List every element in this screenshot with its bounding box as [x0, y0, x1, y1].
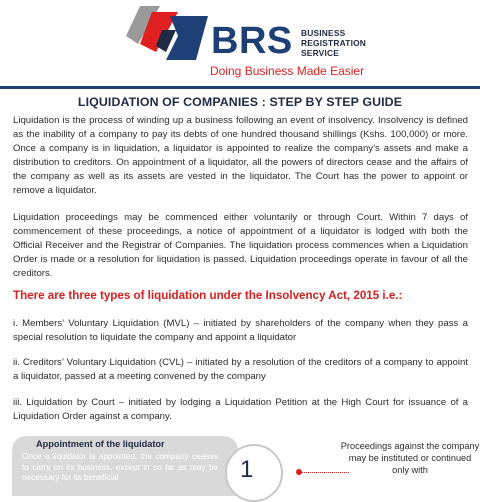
brand-sub-line: REGISTRATION: [301, 38, 367, 48]
tagline: Doing Business Made Easier: [210, 64, 365, 78]
brand-sub-line: SERVICE: [301, 48, 340, 58]
header: [0, 0, 480, 88]
step-card-title: Appointment of the liquidator: [36, 439, 165, 449]
brand-name: BRS: [211, 20, 293, 62]
type-item-cvl: ii. Creditors’ Voluntary Liquidation (CVL) – initiated by a resolution of the creditors of a company to appoint a liquidator, passed at a meeting convened by the company: [13, 357, 468, 383]
types-heading: There are three types of liquidation under the Insolvency Act, 2015 i.e.:: [13, 289, 403, 302]
brand-sub-line: BUSINESS: [301, 28, 346, 38]
brand-subtitle: [301, 28, 366, 58]
type-item-mvl: i. Members’ Voluntary Liquidation (MVL) – initiated by shareholders of the company when they pass a special resolution to liquidate the company and appoint a liquidator: [13, 318, 468, 344]
step-number: 1: [240, 456, 254, 483]
type-item-court: iii. Liquidation by Court – initiated by lodging a Liquidation Petition at the High Court for issuance of a Liquidation Order against a company.: [13, 397, 468, 423]
connector-dot-icon: [296, 469, 302, 475]
step-side-note: Proceedings against the company may be instituted or continued only with: [340, 441, 480, 475]
proceedings-paragraph: Liquidation proceedings may be commenced either voluntarily or through Court. Within 7 days of commencement of these proceedings, a notice of appointment of a liquidator is lodged with both the Official Receiver and the Registrar of Companies. The liquidation process commences when a Liquidation Order is made or a resolution for liquidation is passed. Liquidation proceedings operate in favour of all the creditors.: [13, 212, 468, 280]
step-card-text: Once a liquidator is appointed, the company ceases to carry on its business, except in so far as may be necessary for its beneficial: [22, 452, 218, 482]
step-number-circle: [225, 444, 283, 502]
brs-logo-mark-icon: [126, 6, 208, 60]
page-title: LIQUIDATION OF COMPANIES : STEP BY STEP GUIDE: [77, 95, 403, 109]
header-divider: [0, 86, 480, 89]
intro-paragraph: Liquidation is the process of winding up a business following an event of insolvency. Insolvency is defined as the inability of a company to pay its debts of one hundred thousand shillings (Kshs. 100,000) or more. Once a company is in liquidation, a liquidator is appointed to realize the company’s assets and make a distribution to creditors. On appointment of a liquidator, all the powers of directors cease and the affairs of the company as well as its assets are vested in the liquidator. The Court has the power to appoint or remove a liquidator.: [13, 115, 468, 197]
